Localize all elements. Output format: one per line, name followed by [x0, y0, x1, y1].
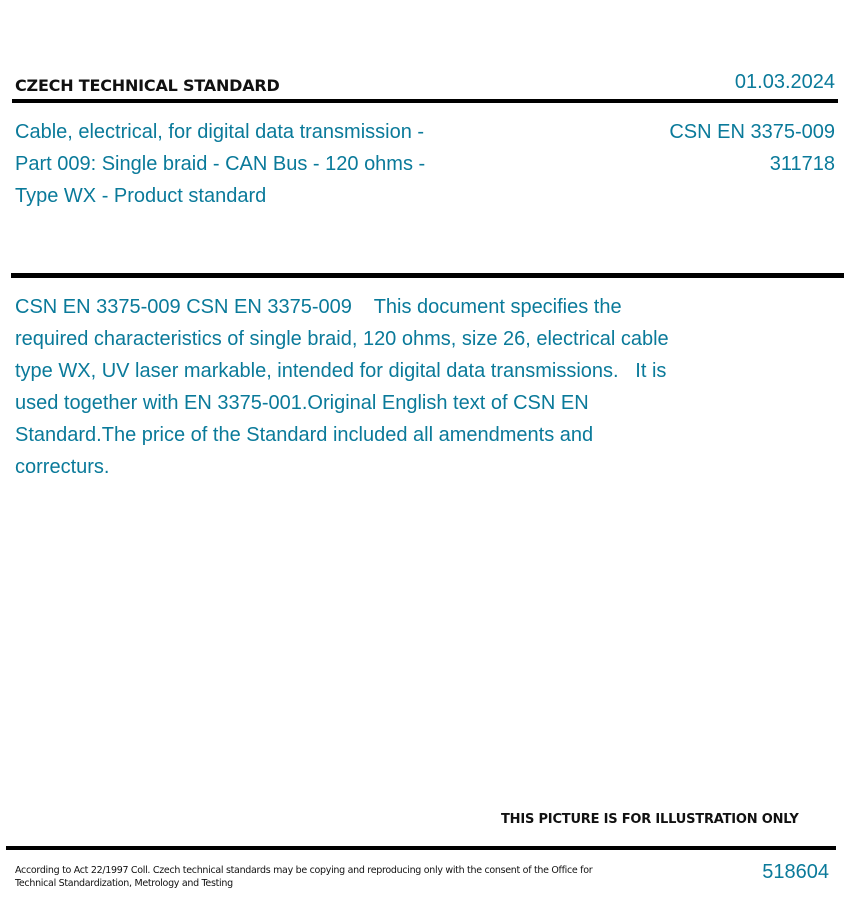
standard-description: CSN EN 3375-009 CSN EN 3375-009 This document specifies the required characteristics of single braid, 120 ohms, size 26, electrical cable type WX, UV laser markable, intended for digital data transmissions. It is used together with EN 3375-001.Original English text of CSN EN Standard.The price of the Standard included all amendments and correcturs.	[15, 296, 675, 478]
standard-number: 311718	[769, 153, 835, 175]
document-type-label: CZECH TECHNICAL STANDARD	[15, 76, 280, 95]
section-divider	[11, 273, 844, 278]
document-id: 518604	[762, 861, 829, 883]
illustration-notice: THIS PICTURE IS FOR ILLUSTRATION ONLY	[501, 812, 799, 827]
header-divider	[12, 99, 838, 103]
footer-divider	[6, 846, 836, 850]
publication-date: 01.03.2024	[734, 71, 835, 93]
standard-title: Cable, electrical, for digital data transmission - Part 009: Single braid - CAN Bus - 120 ohms - Type WX - Product standard	[15, 121, 426, 207]
standard-code: CSN EN 3375-009	[669, 121, 835, 143]
legal-notice: According to Act 22/1997 Coll. Czech technical standards may be copying and reproducing only with the consent of the Office for Technical Standardization, Metrology and Testing	[15, 865, 593, 889]
